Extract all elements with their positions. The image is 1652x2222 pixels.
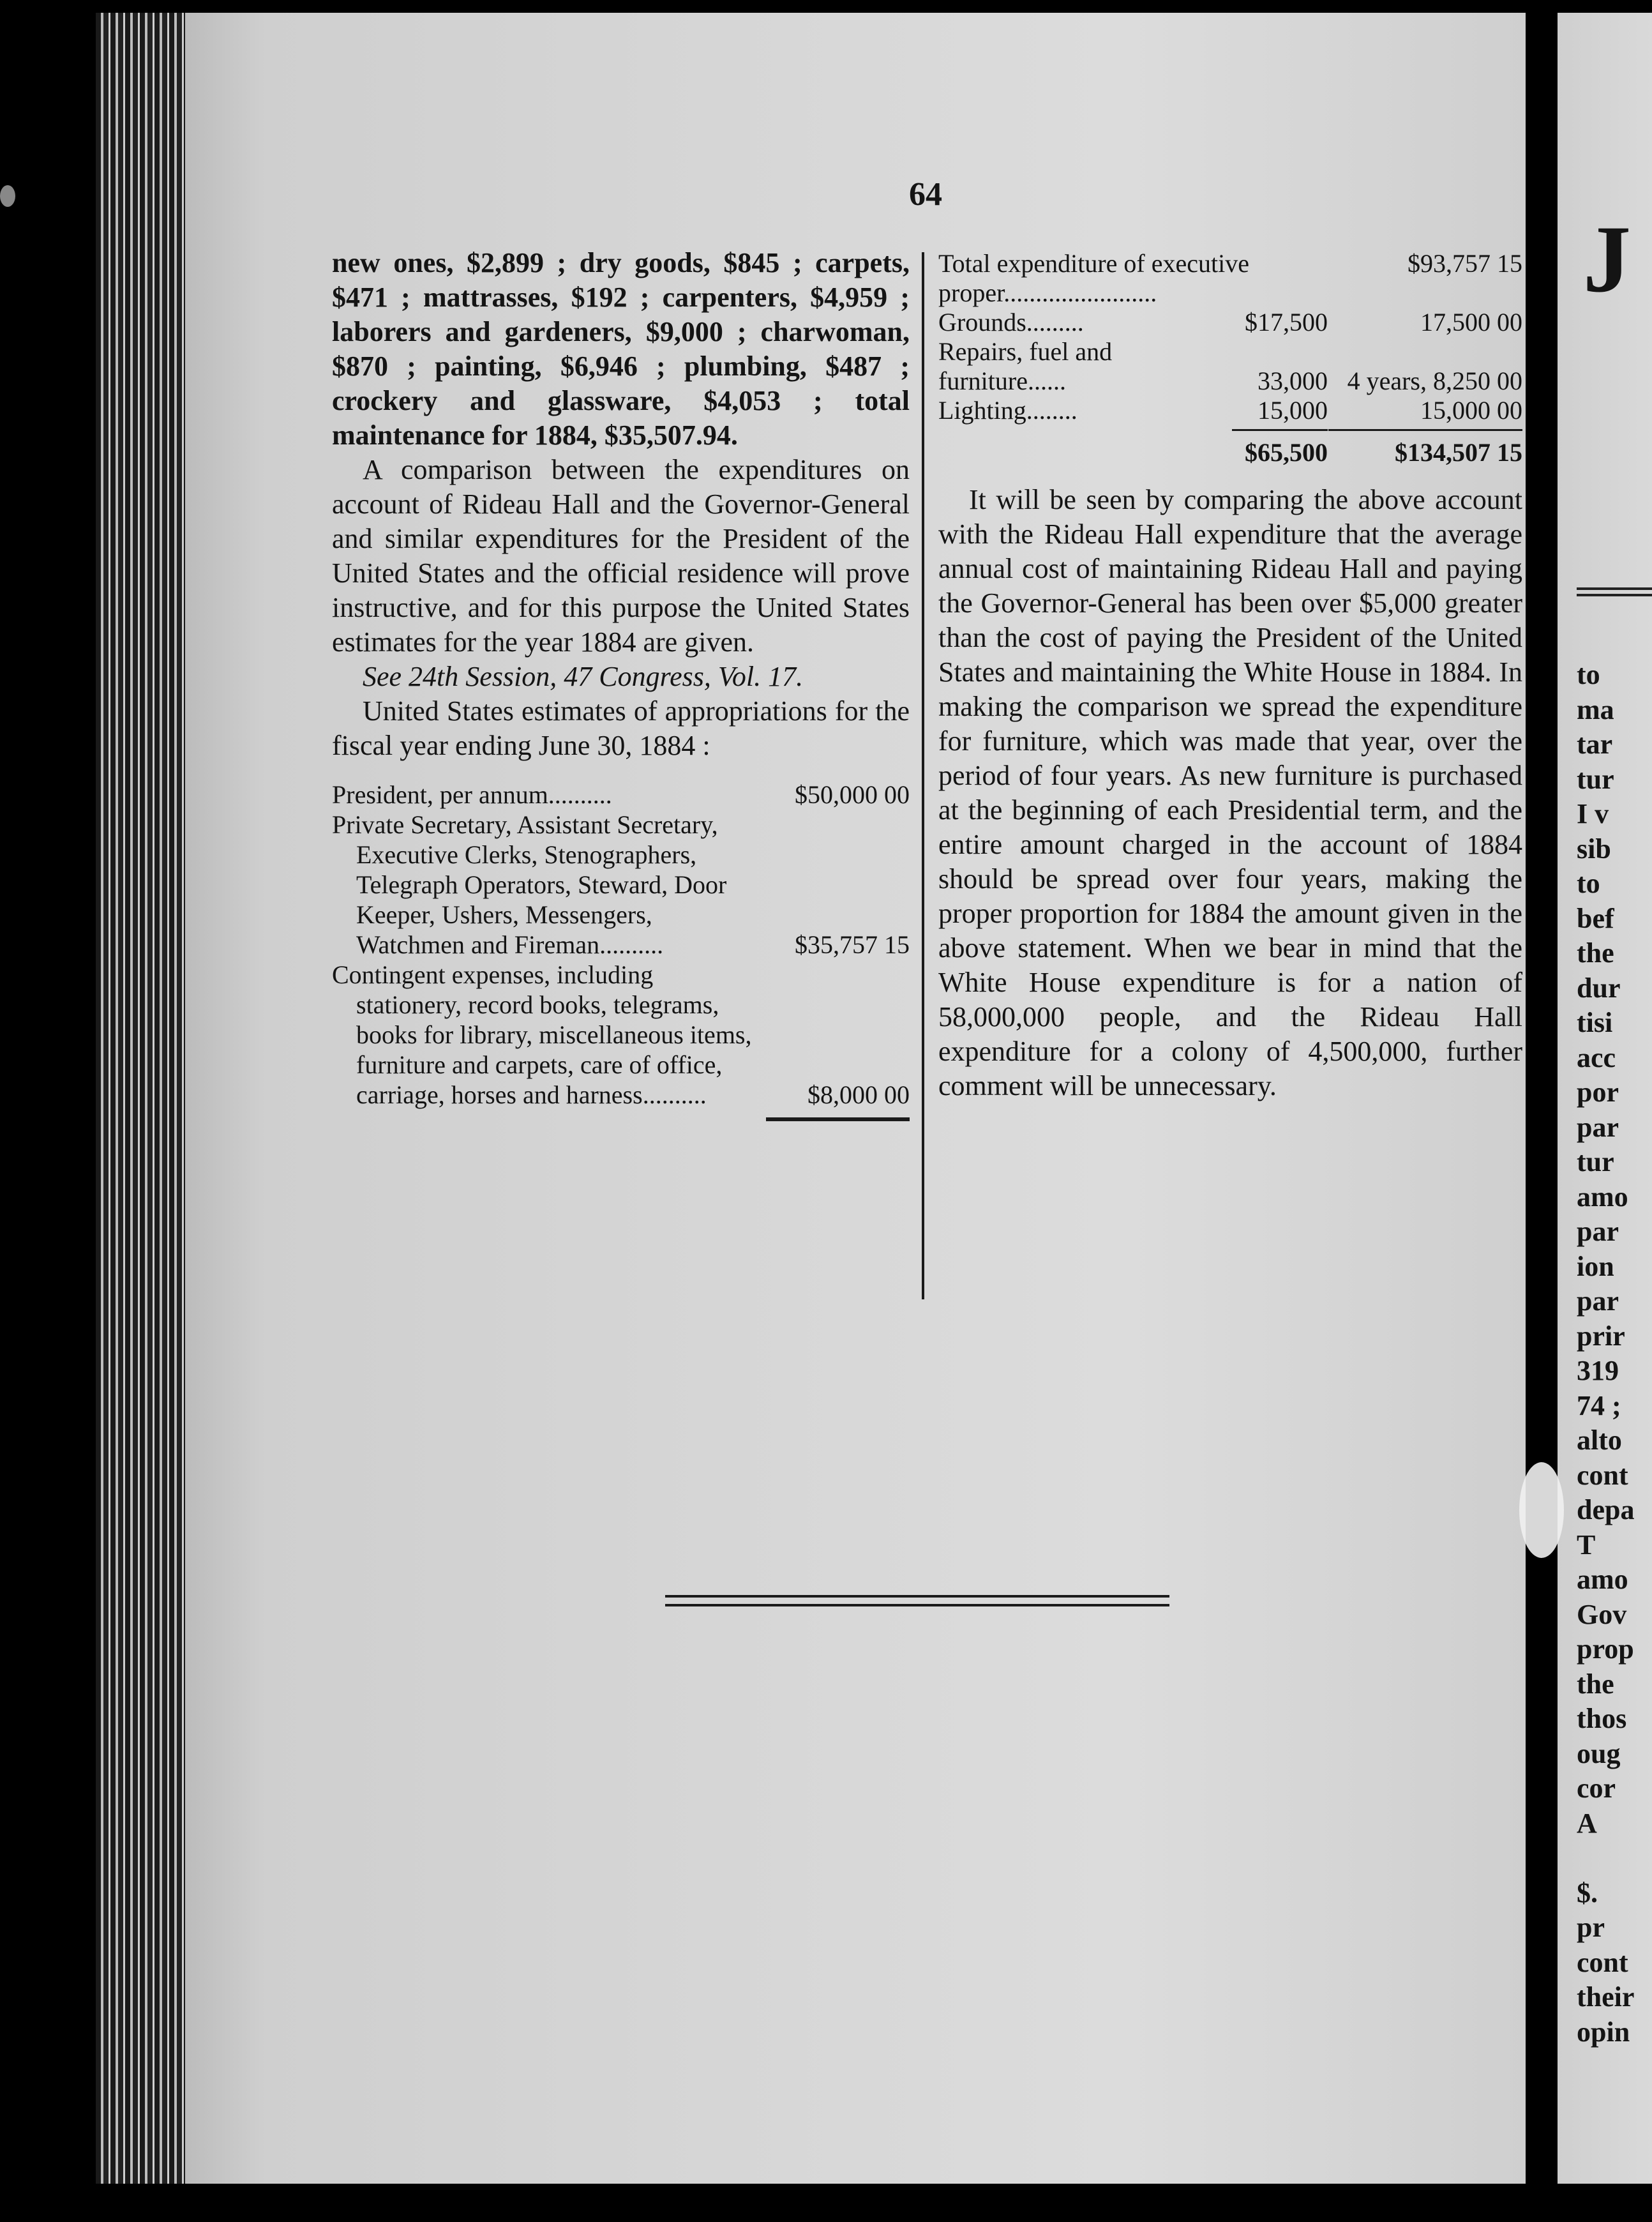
source-citation: See 24th Session, 47 Congress, Vol. 17. bbox=[363, 661, 804, 692]
adjacent-page-line: cor bbox=[1577, 1772, 1616, 1804]
adjacent-page-line: dur bbox=[1577, 972, 1621, 1004]
estimate-row bbox=[332, 780, 910, 810]
left-column bbox=[332, 246, 910, 1121]
adjacent-page-line: ion bbox=[1577, 1250, 1614, 1282]
section-end-double-rule bbox=[665, 1595, 1169, 1606]
sum-rule bbox=[1328, 429, 1522, 438]
estimates-intro: United States estimates of appropriations for the fiscal year ending June 30, 1884 : bbox=[332, 695, 910, 761]
adjacent-page-line: prir bbox=[1577, 1320, 1625, 1352]
adjacent-page-line: A bbox=[1577, 1807, 1597, 1839]
sum-rules bbox=[938, 429, 1522, 438]
adjacent-page-line: tisi bbox=[1577, 1007, 1613, 1038]
adjacent-page-line: oug bbox=[1577, 1737, 1621, 1769]
expenditure-annual: 4 years, 8,250 00 bbox=[1347, 367, 1522, 395]
estimate-label: Contingent expenses, including stationery, record books, telegrams, books for library, miscellaneous items, furniture and carpets, care of office, carriage, horses and harness.......... bbox=[332, 960, 752, 1109]
adjacent-page-rule bbox=[1577, 587, 1652, 596]
white-house-expenditure-table bbox=[938, 249, 1522, 467]
estimate-amount: $50,000 00 bbox=[795, 780, 910, 809]
estimate-label: President, per annum.......... bbox=[332, 780, 612, 809]
adjacent-page-line: the bbox=[1577, 937, 1614, 969]
comparison-paragraph: A comparison between the expenditures on account of Rideau Hall and the Governor-General and similar expenditures for the President of the United States and the official residence will prove instructive, and for this purpose the United States estimates for the year 1884 are given. bbox=[332, 454, 910, 658]
adjacent-page-line: their bbox=[1577, 1981, 1635, 2013]
maintenance-paragraph: new ones, $2,899 ; dry goods, $845 ; carpets, $471 ; mattrasses, $192 ; carpenters, $4,959 ; laborers and gardeners, $9,000 ; charwoman, $870 ; painting, $6,946 ; plumbing, $487 ; crockery and glassware, $4,053 ; total maintenance for 1884, $35,507.94. bbox=[332, 247, 910, 451]
adjacent-page-line: pr bbox=[1577, 1912, 1605, 1943]
adjacent-page-line: opin bbox=[1577, 2016, 1630, 2048]
expenditure-row bbox=[938, 308, 1522, 337]
adjacent-page-line: cont bbox=[1577, 1946, 1628, 1978]
expenditure-row bbox=[938, 396, 1522, 425]
adjacent-page-line: depa bbox=[1577, 1494, 1635, 1525]
executive-total-amount: $93,757 15 bbox=[1408, 249, 1522, 278]
expenditure-label: Grounds......... bbox=[938, 308, 1084, 336]
column-divider bbox=[922, 252, 924, 1299]
expenditure-annual: 17,500 00 bbox=[1420, 308, 1522, 336]
adjacent-page-line: 319 bbox=[1577, 1355, 1619, 1386]
adjacent-page-line: the bbox=[1577, 1668, 1614, 1700]
expenditure-amount: $17,500 bbox=[1245, 308, 1328, 336]
adjacent-page-line: par bbox=[1577, 1111, 1619, 1143]
total-amount: $65,500 bbox=[1245, 438, 1328, 467]
estimate-amount: $35,757 15 bbox=[795, 930, 910, 959]
expenditure-label: Repairs, fuel and furniture...... bbox=[938, 337, 1113, 395]
estimate-row bbox=[332, 960, 910, 1110]
scan-artifact bbox=[0, 185, 15, 207]
expenditure-amount: 33,000 bbox=[1258, 367, 1328, 395]
expenditure-total-row bbox=[938, 438, 1522, 467]
estimate-label: Private Secretary, Assistant Secretary, Executive Clerks, Stenographers, Telegraph Operators, Steward, Door Keeper, Ushers, Messengers, Watchmen and Fireman.......... bbox=[332, 810, 727, 959]
adjacent-page-line: $. bbox=[1577, 1877, 1598, 1908]
executive-total-label: Total expenditure of executive proper........................ bbox=[938, 249, 1249, 307]
adjacent-page-line: thos bbox=[1577, 1703, 1627, 1734]
adjacent-page-line: par bbox=[1577, 1285, 1619, 1317]
adjacent-page-line: tar bbox=[1577, 729, 1613, 760]
adjacent-page-fragment bbox=[1558, 13, 1652, 2184]
adjacent-page-line: prop bbox=[1577, 1633, 1634, 1665]
adjacent-page-line: 74 ; bbox=[1577, 1389, 1621, 1421]
conclusion-paragraph: It will be seen by comparing the above account with the Rideau Hall expenditure that the average annual cost of maintaining Rideau Hall and paying the Governor-General has been over $5,000 greater than the cost of paying the President of the United States and maintaining the White House in 1884. In making the comparison we spread the expenditure for furniture, which was made that year, over the period of four years. As new furniture is purchased at the beginning of each Presidential term, and the entire amount charged in the account of 1884 should be spread over four years, making the proper proportion for 1884 the amount given in the above statement. When we bear in mind that the White House expenditure is for a nation of 58,000,000 people, and the Rideau Hall expenditure for a colony of 4,500,000, further comment will be unnecessary. bbox=[938, 484, 1522, 1101]
expenditure-label: Lighting........ bbox=[938, 396, 1078, 425]
sum-rule bbox=[1232, 429, 1328, 438]
estimate-amount: $8,000 00 bbox=[807, 1080, 910, 1109]
adjacent-page-line: amo bbox=[1577, 1181, 1628, 1213]
expenditure-row bbox=[938, 337, 1522, 396]
adjacent-page-line: alto bbox=[1577, 1425, 1622, 1456]
adjacent-page-line: par bbox=[1577, 1216, 1619, 1247]
estimate-row bbox=[332, 810, 910, 960]
expenditure-annual: 15,000 00 bbox=[1420, 396, 1522, 425]
adjacent-page-line: I v bbox=[1577, 798, 1609, 829]
adjacent-page-line: to bbox=[1577, 659, 1600, 690]
adjacent-page-line: tur bbox=[1577, 1146, 1614, 1177]
adjacent-page-line: acc bbox=[1577, 1041, 1616, 1073]
adjacent-page-line: amo bbox=[1577, 1564, 1628, 1595]
adjacent-page-initial: J bbox=[1583, 206, 1631, 312]
book-edge-lines bbox=[96, 13, 185, 2184]
scan-artifact bbox=[1519, 1462, 1564, 1558]
adjacent-page-line: T bbox=[1577, 1529, 1596, 1561]
adjacent-page-line: ma bbox=[1577, 693, 1614, 725]
adjacent-page-line: por bbox=[1577, 1077, 1619, 1108]
page-number: 64 bbox=[909, 176, 942, 213]
adjacent-page-line: sib bbox=[1577, 833, 1611, 865]
estimates-end-rule bbox=[766, 1117, 910, 1121]
executive-total-row bbox=[938, 249, 1522, 308]
adjacent-page-line: Gov bbox=[1577, 1598, 1627, 1630]
adjacent-page-line: tur bbox=[1577, 763, 1614, 795]
adjacent-page-line: bef bbox=[1577, 902, 1614, 934]
adjacent-page-line: cont bbox=[1577, 1459, 1628, 1491]
total-annual: $134,507 15 bbox=[1395, 438, 1522, 467]
adjacent-page-line: to bbox=[1577, 868, 1600, 899]
right-column bbox=[938, 249, 1522, 1103]
us-estimates-table bbox=[332, 780, 910, 1121]
expenditure-amount: 15,000 bbox=[1258, 396, 1328, 425]
